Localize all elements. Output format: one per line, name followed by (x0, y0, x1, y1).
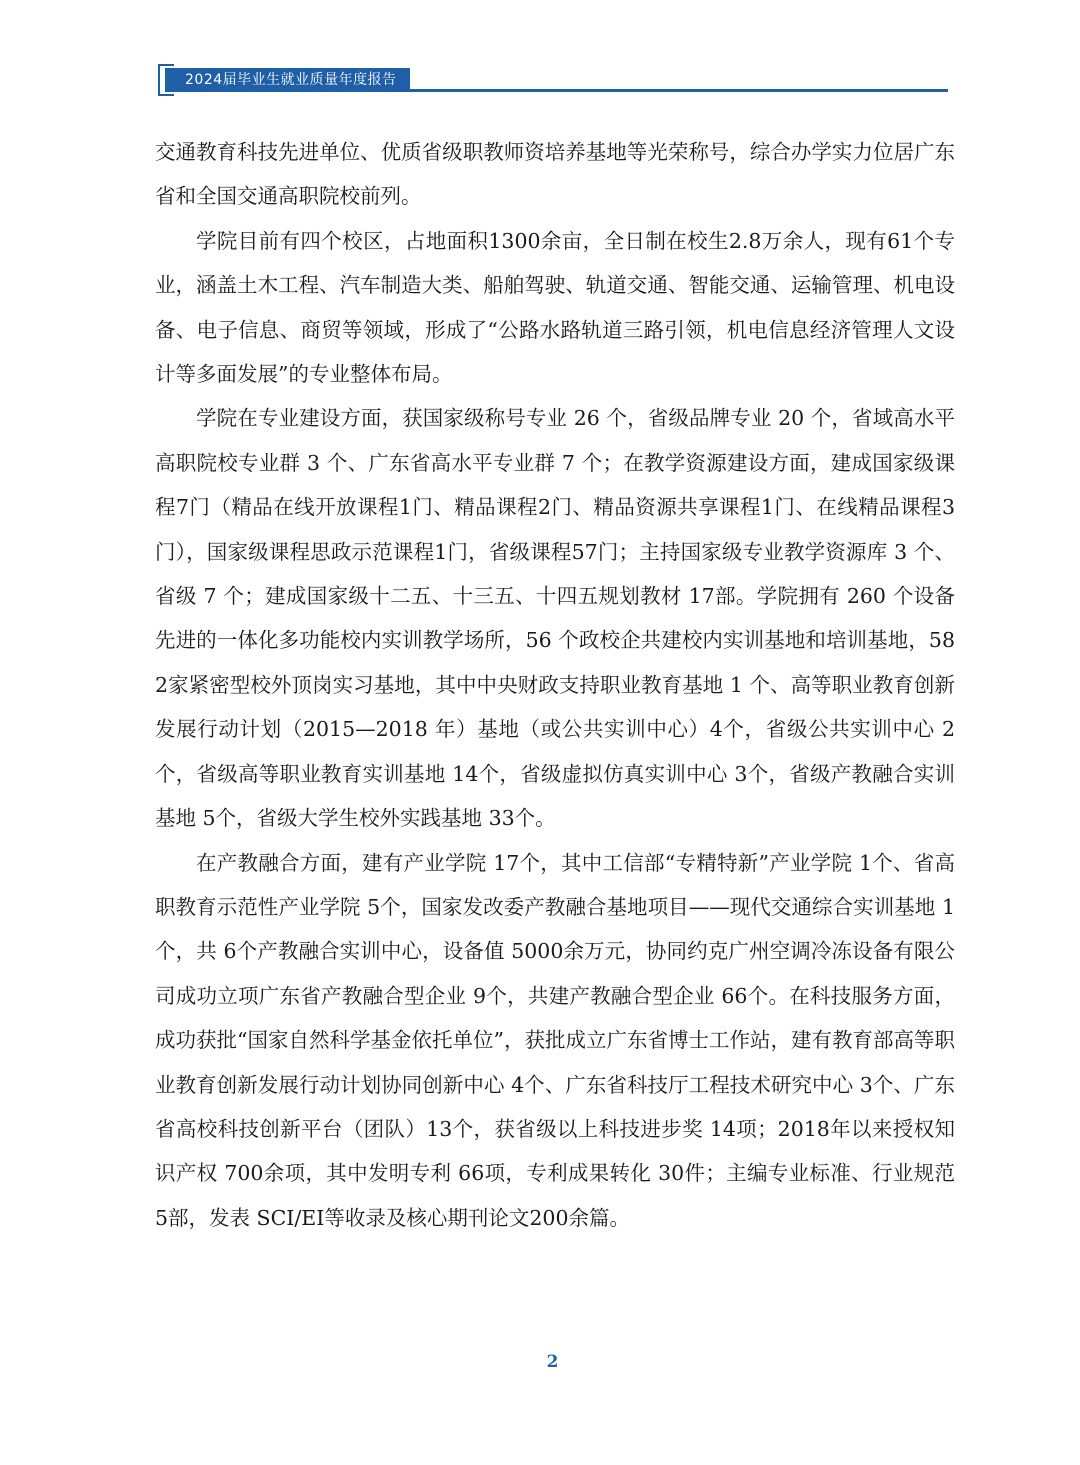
header-rule (410, 89, 948, 92)
paragraph-campus-overview: 学院目前有四个校区，占地面积1300余亩，全日制在校生2.8万余人，现有61个专业，涵盖土木工程、汽车制造大类、船舶驾驶、轨道交通、智能交通、运输管理、机电设备、电子信息、商贸等领域，形成了“公路水路轨道三路引领，机电信息经济管理人文设计等多面发展”的专业整体布局。 (155, 228, 955, 387)
page-header (0, 0, 1080, 110)
paragraph-program-construction: 学院在专业建设方面，获国家级称号专业 26 个，省级品牌专业 20 个，省域高水平高职院校专业群 3 个、广东省高水平专业群 7 个；在教学资源建设方面，建成国家级课程7门（精品在线开放课程1门、精品课程2门、精品资源共享课程1门、在线精品课程3门），国家级课程思政示范课程1门，省级课程57门；主持国家级专业教学资源库 3 个、省级 7 个；建成国家级十二五、十三五、十四五规划教材 17部。学院拥有 260 个设备先进的一体化多功能校内实训教学场所，56 个政校企共建校内实训基地和培训基地，582家紧密型校外顶岗实习基地，其中中央财政支持职业教育基地 1 个、高等职业教育创新发展行动计划（2015—2018 年）基地（或公共实训中心）4个，省级公共实训中心 2个，省级高等职业教育实训基地 14个，省级虚拟仿真实训中心 3个，省级产教融合实训基地 5个，省级大学生校外实践基地 33个。 (155, 406, 955, 831)
page-number: 2 (546, 1352, 559, 1372)
paragraph-continuation: 交通教育科技先进单位、优质省级职教师资培养基地等光荣称号，综合办学实力位居广东省和全国交通高职院校前列。 (155, 140, 955, 209)
paragraph-industry-integration: 在产教融合方面，建有产业学院 17个，其中工信部“专精特新”产业学院 1个、省高职教育示范性产业学院 5个，国家发改委产教融合基地项目——现代交通综合实训基地 1个，共 6个产教融合实训中心，设备值 5000余万元，协同约克广州空调冷冻设备有限公司成功立项广东省产教融合型企业 9个，共建产教融合型企业 66个。在科技服务方面，成功获批“国家自然科学基金依托单位”，获批成立广东省博士工作站，建有教育部高等职业教育创新发展行动计划协同创新中心 4个、广东省科技厅工程技术研究中心 3个、广东省高校科技创新平台（团队）13个，获省级以上科技进步奖 14项；2018年以来授权知识产权 700余项，其中发明专利 66项，专利成果转化 30件；主编专业标准、行业规范 5部，发表 SCI/EI等收录及核心期刊论文200余篇。 (155, 850, 955, 1230)
body-text (155, 130, 955, 1240)
report-title: 2024届毕业生就业质量年度报告 (185, 72, 397, 88)
